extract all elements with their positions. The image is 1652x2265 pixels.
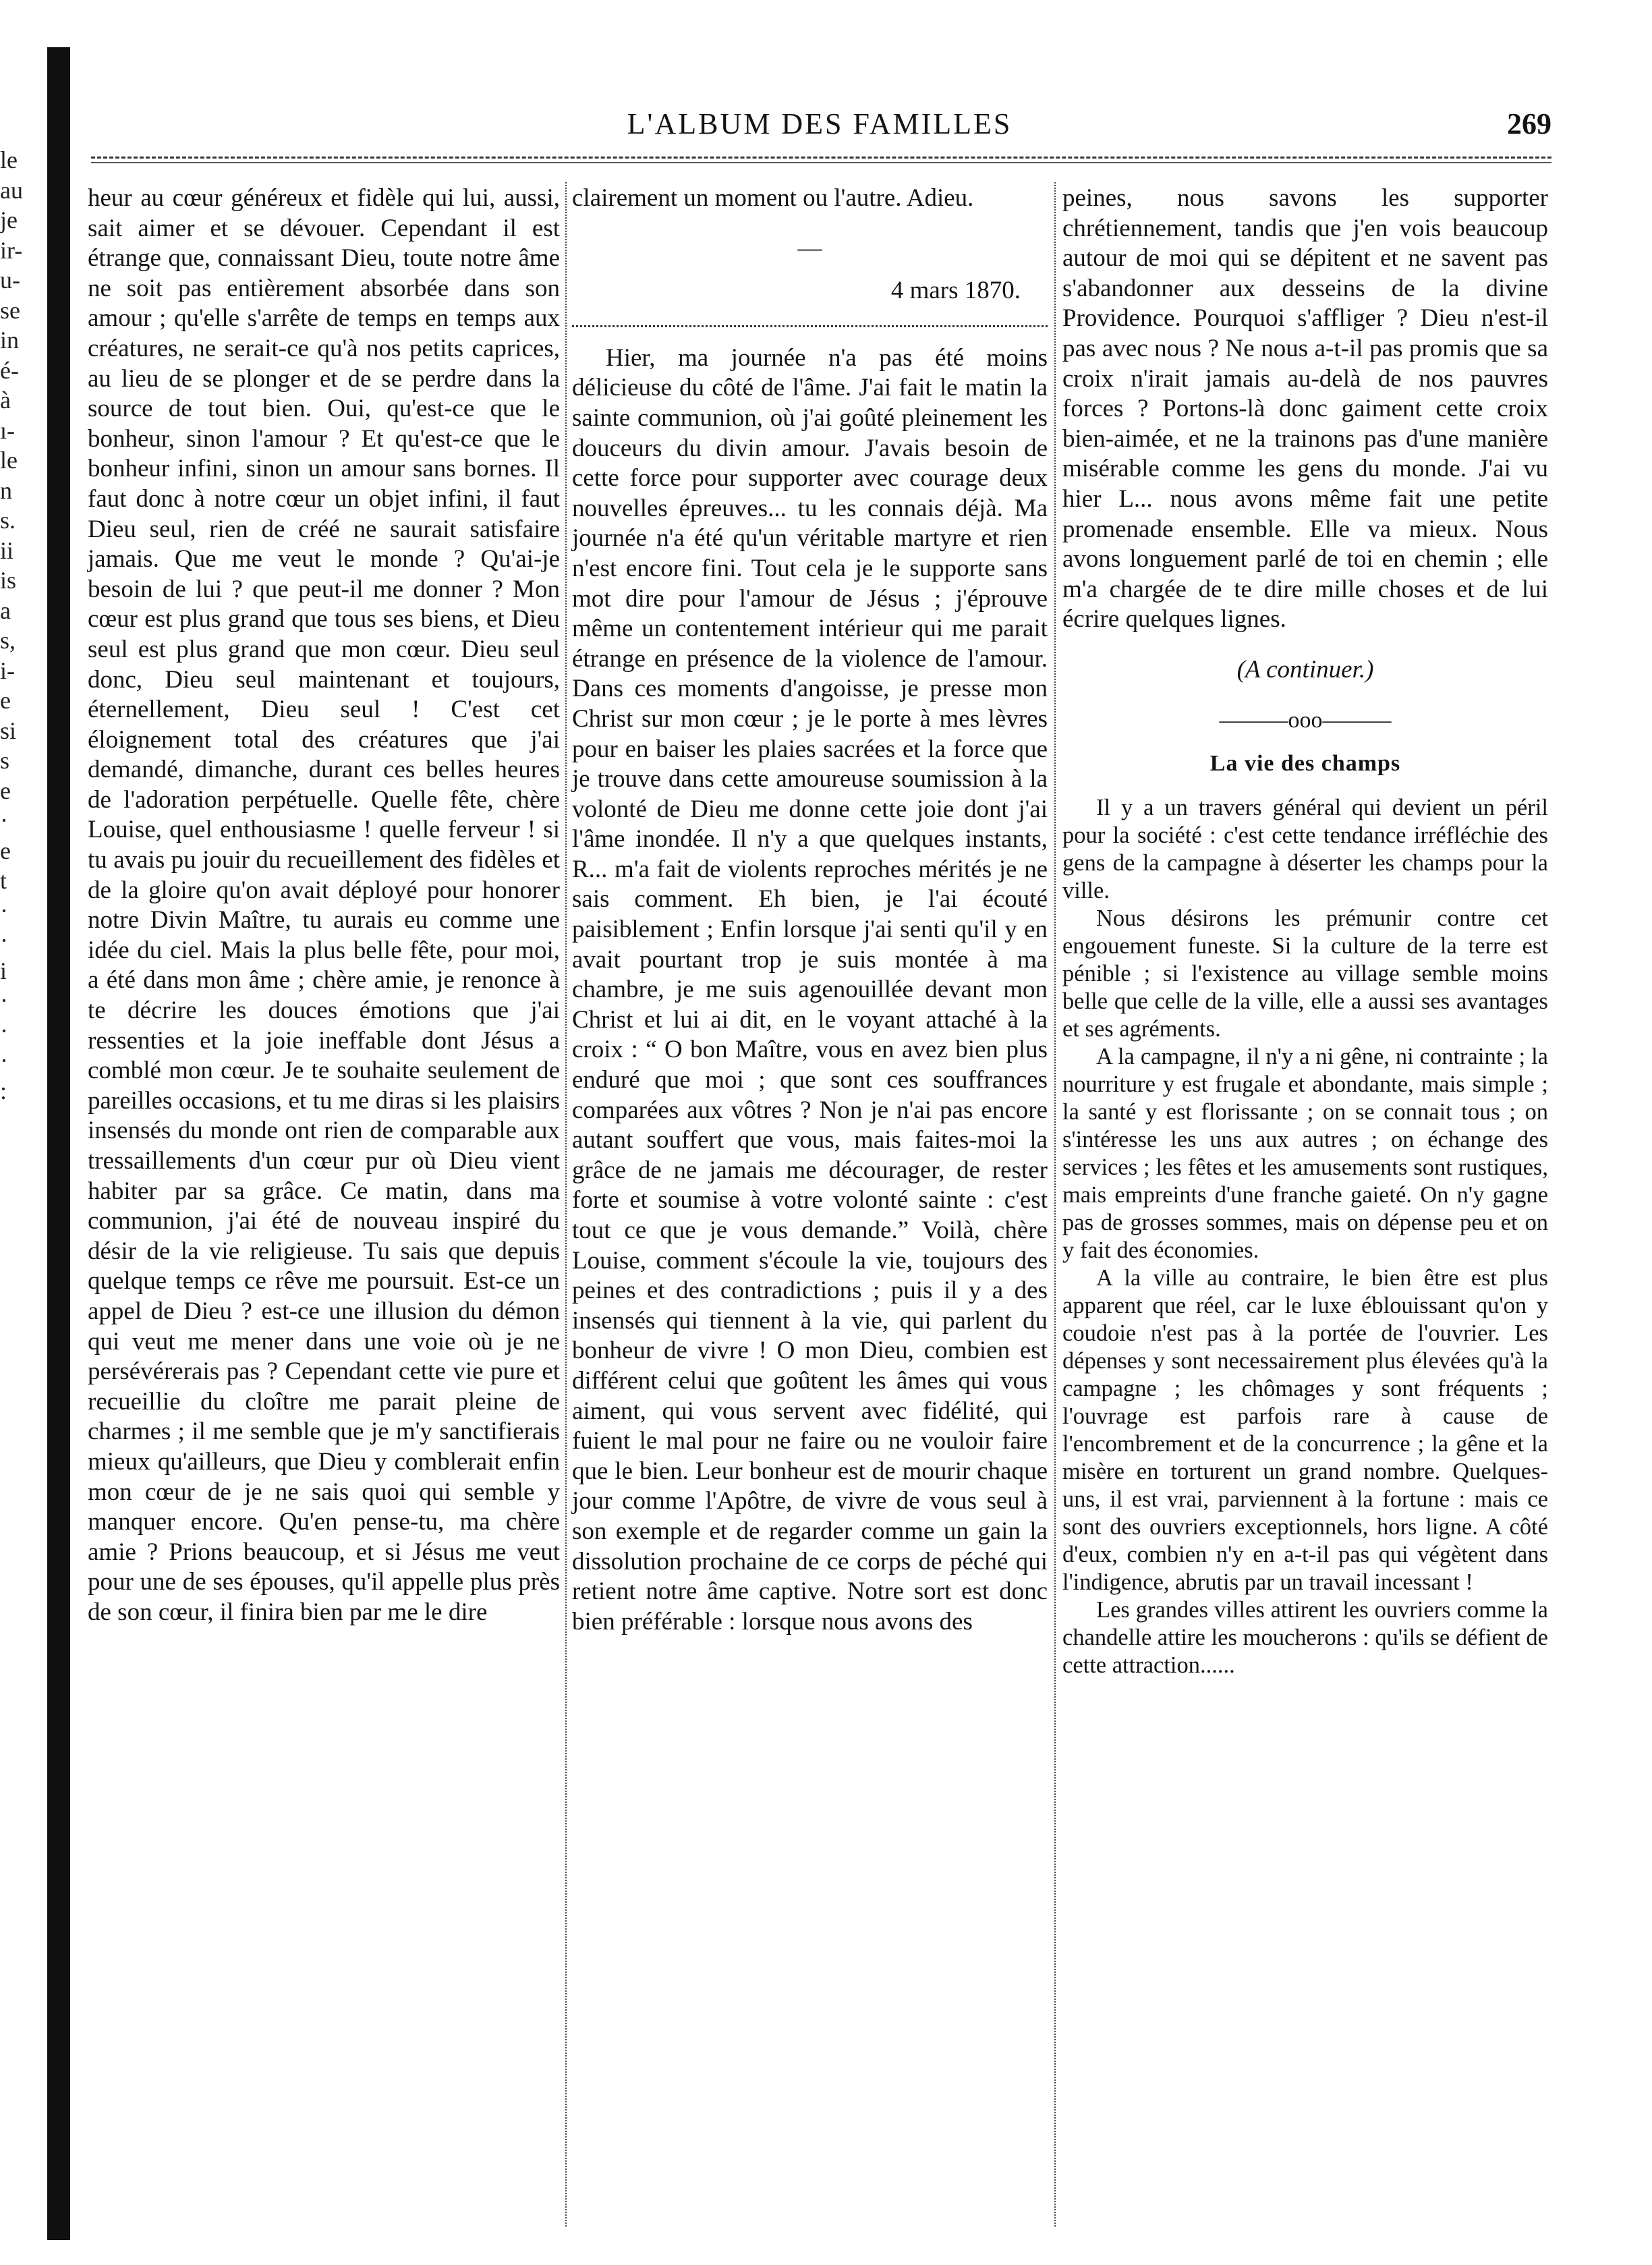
margin-fragment: · <box>0 897 8 924</box>
section-ornament: ———ooo——— <box>1219 707 1392 733</box>
dotted-rule <box>572 313 1048 327</box>
letter-separator: — <box>797 233 822 261</box>
margin-fragment: e <box>0 837 11 864</box>
margin-fragment: i <box>0 957 7 984</box>
column-divider-1 <box>565 182 567 2227</box>
page-number: 269 <box>1507 107 1551 140</box>
margin-fragment: u- <box>0 267 20 293</box>
margin-fragment: à <box>0 387 11 414</box>
col3-paragraph: Il y a un travers général qui devient un péril pour la société : c'est cette tendance irréfléchie des gens de la campagne à déserter les champs pour la ville. <box>1062 794 1548 903</box>
margin-fragment: s. <box>0 507 16 534</box>
margin-fragment: · <box>0 1047 8 1074</box>
header-rule-thin <box>91 162 1551 163</box>
column-3 <box>1062 184 1548 1679</box>
margin-fragment: le <box>0 447 18 474</box>
margin-fragment: · <box>0 1017 8 1044</box>
previous-page-margin-fragments <box>0 145 40 1106</box>
col2-opening: clairement un moment ou l'autre. Adieu. <box>572 184 974 212</box>
margin-fragment: au <box>0 176 23 204</box>
margin-fragment: e <box>0 777 11 804</box>
margin-fragment: ii <box>0 536 14 564</box>
margin-fragment: · <box>0 987 8 1014</box>
binding-spine <box>47 47 70 2240</box>
col3-paragraph: A la ville au contraire, le bien être est plus apparent que réel, car le luxe éblouissant qu'on y coudoie n'est pas à la portée de l'ouvrier. Les dépenses y sont necessairement plus élevées qu'à la campagne ; les chômages y sont fréquents ; l'ouvrage est parfois rare à cause de l'encombrement et de la concurrence ; la gêne et la misère en torturent un grand nombre. Quelques-uns, il est vrai, parviennent à la fortune : mais ce sont des ouvriers exceptionnels, hors ligne. A côté d'eux, combien n'y en a-t-il pas qui végètent dans l'indigence, abrutis par un travail incessant ! <box>1062 1264 1548 1595</box>
margin-fragment: t <box>0 867 7 894</box>
section-title: La vie des champs <box>1209 751 1401 777</box>
col2-paragraph: Hier, ma journée n'a pas été moins délicieuse du côté de l'âme. J'ai fait le matin la sainte communion, où j'ai goûté pleinement les douceurs du divin amour. J'avais besoin de cette force pour supporter avec courage deux nouvelles épreuves... tu les connais déjà. Ma journée n'a été qu'un véritable martyre et rien n'est encore fini. Tout cela je le supporte sans mot dire pour l'amour de Jésus ; j'éprouve même un contentement intérieur qui me parait étrange en présence de la violence de l'amour. Dans ces moments d'angoisse, je presse mon Christ sur mon cœur ; je le porte à mes lèvres pour en baiser les plaies sacrées et la force que je trouve dans cette amoureuse soumission à la volonté de Dieu me donne cette joie dont j'ai l'âme inondée. Il n'y a que quelques instants, R... m'a fait de violents reproches mérités je ne sais comment. Eh bien, je l'ai écouté paisiblement ; Enfin lorsque j'ai senti qu'il y en avait pourtant trop je suis montée à ma chambre, je me suis agenouillée devant mon Christ et lui ai dit, en le voyant attaché à la croix : “ O bon Maître, vous en avez bien plus enduré que moi ; que sont ces souffrances comparées aux vôtres ? Non je n'ai pas encore autant souffert que vous, mais faites-moi la grâce de ne jamais me décourager, de rester forte et soumise à votre volonté sainte : c'est tout ce que je vous demande.” Voilà, chère Louise, comment s'écoule la vie, toujours des peines et des contradictions ; puis il y a des insensés qui tiennent à la vie, qui parlent du bonheur de vivre ! O mon Dieu, combien est différent celui que goûtent les âmes qui vous aiment, qui vous servent avec fidélité, qui fuient le mal pour ne faire ou ne vouloir faire que le bien. Leur bonheur est de mourir chaque jour comme l'Apôtre, de vivre de vous seul à son exemple et de regarder comme un gain la dissolution prochaine de ce corps de péché qui retient notre âme captive. Notre sort est donc bien préférable : lorsque nous avons des <box>572 343 1048 1635</box>
col1-paragraph: heur au cœur généreux et fidèle qui lui, aussi, sait aimer et se dévouer. Cependant il est étrange que, connaissant Dieu, toute notre âme ne soit pas entièrement absorbée dans son amour ; qu'elle s'arrête de temps en temps aux créatures, ne serait-ce qu'à nos petits caprices, au lieu de se plonger et de se perdre dans la source de tout bien. Oui, qu'est-ce que le bonheur, sinon l'amour ? Et qu'est-ce que le bonheur infini, sinon un amour sans bornes. Il faut donc à notre cœur un objet infini, il faut Dieu seul, rien de créé ne saurait satisfaire jamais. Que me veut le monde ? Qu'ai-je besoin de lui ? que peut-il me donner ? Mon cœur est plus grand que tous ses biens, et Dieu seul est plus grand que mon cœur. Dieu seul donc, Dieu seul maintenant et toujours, éternellement, Dieu seul ! C'est cet éloignement total des créatures que j'ai demandé, dimanche, durant ces belles heures de l'adoration perpétuelle. Quelle fête, chère Louise, quel enthousiasme ! quelle ferveur ! si tu avais pu jouir du recueillement des fidèles et de la gloire qu'on avait déployé pour honorer notre Divin Maître, tu aurais eu comme une idée du ciel. Mais la plus belle fête, pour moi, a été dans mon âme ; chère amie, je renonce à te décrire les douces émotions que j'ai ressenties et la joie ineffable dont Jésus a comblé mon cœur. Je te souhaite seulement de pareilles occasions, et tu me diras si les plaisirs insensés du monde ont rien de comparable aux tressaillements d'un cœur pur où Dieu vient habiter par sa grâce. Ce matin, dans ma communion, j'ai été de nouveau inspiré du désir de la vie religieuse. Tu sais que depuis quelque temps ce rêve me poursuit. Est-ce un appel de Dieu ? est-ce une illusion du démon qui veut me mener dans une voie où je ne persévérerais pas ? Cependant cette vie pure et recueillie du cloître me parait pleine de charmes ; il me semble que je m'y sanctifierais mieux qu'ailleurs, que Dieu y comblerait enfin mon cœur de je ne sais quoi qui semble y manquer encore. Qu'en pense-tu, ma chère amie ? Prions beaucoup, et si Jésus me veut pour une de ses épouses, qu'il appelle plus près de son cœur, il finira bien par me le dire <box>88 184 560 1626</box>
margin-fragment: : <box>0 1077 7 1104</box>
running-header <box>88 107 1551 154</box>
margin-fragment: ı- <box>0 416 15 444</box>
col3-opening: peines, nous savons les supporter chrétiennement, tandis que j'en vois beaucoup autour de moi qui se dépitent et ne savent pas s'abandonner aux desseins de la divine Providence. Pourquoi s'affliger ? Dieu n'est-il pas avec nous ? Ne nous a-t-il pas promis que sa croix n'irait jamais au-delà de nos pauvres forces ? Portons-là donc gaiment cette croix bien-aimée, et ne la trainons pas d'une manière misérable comme les gens du monde. J'ai vu hier L... nous avons même fait une petite promenade ensemble. Elle va mieux. Nous avons longuement parlé de toi en chemin ; elle m'a chargée de te dire mille choses et de lui écrire quelques lignes. <box>1062 184 1548 634</box>
column-divider-2 <box>1054 182 1056 2227</box>
column-2 <box>572 184 1048 1637</box>
journal-title: L'ALBUM DES FAMILLES <box>627 107 1013 140</box>
col3-paragraph: Nous désirons les prémunir contre cet engouement funeste. Si la culture de la terre est pénible ; si l'existence au village semble moins belle que celle de la ville, elle a aussi ses avantages et ses agréments. <box>1062 905 1548 1042</box>
margin-fragment: a <box>0 596 11 624</box>
letter-date: 4 mars 1870. <box>890 277 1021 305</box>
margin-fragment: é- <box>0 356 19 384</box>
margin-fragment: in <box>0 327 20 354</box>
to-be-continued: (A continuer.) <box>1236 655 1374 683</box>
margin-fragment: s <box>0 747 10 774</box>
margin-fragment: s, <box>0 627 16 654</box>
margin-fragment: se <box>0 296 20 324</box>
column-1 <box>88 184 560 1628</box>
margin-fragment: e <box>0 687 11 714</box>
col3-paragraph: Les grandes villes attirent les ouvriers comme la chandelle attire les moucherons : qu'ils se défient de cette attraction...... <box>1062 1596 1548 1678</box>
margin-fragment: ir- <box>0 236 23 264</box>
header-rule <box>91 157 1551 159</box>
margin-fragment: je <box>0 206 18 233</box>
margin-fragment: · <box>0 927 8 954</box>
margin-fragment: i- <box>0 656 15 684</box>
margin-fragment: n <box>0 476 12 504</box>
margin-fragment: · <box>0 807 8 834</box>
margin-fragment: si <box>0 717 17 744</box>
margin-fragment: is <box>0 567 17 594</box>
margin-fragment: le <box>0 146 18 173</box>
col3-paragraph: A la campagne, il n'y a ni gêne, ni contrainte ; la nourriture y est frugale et abondante, mais simple ; la santé y est florissante ; on se connait tous ; on s'intéresse les uns aux autres ; on échange des services ; les fêtes et les amusements sont rustiques, mais empreints d'une franche gaieté. On n'y gagne pas de grosses sommes, mais on dépense peu et on y fait des économies. <box>1062 1043 1548 1263</box>
